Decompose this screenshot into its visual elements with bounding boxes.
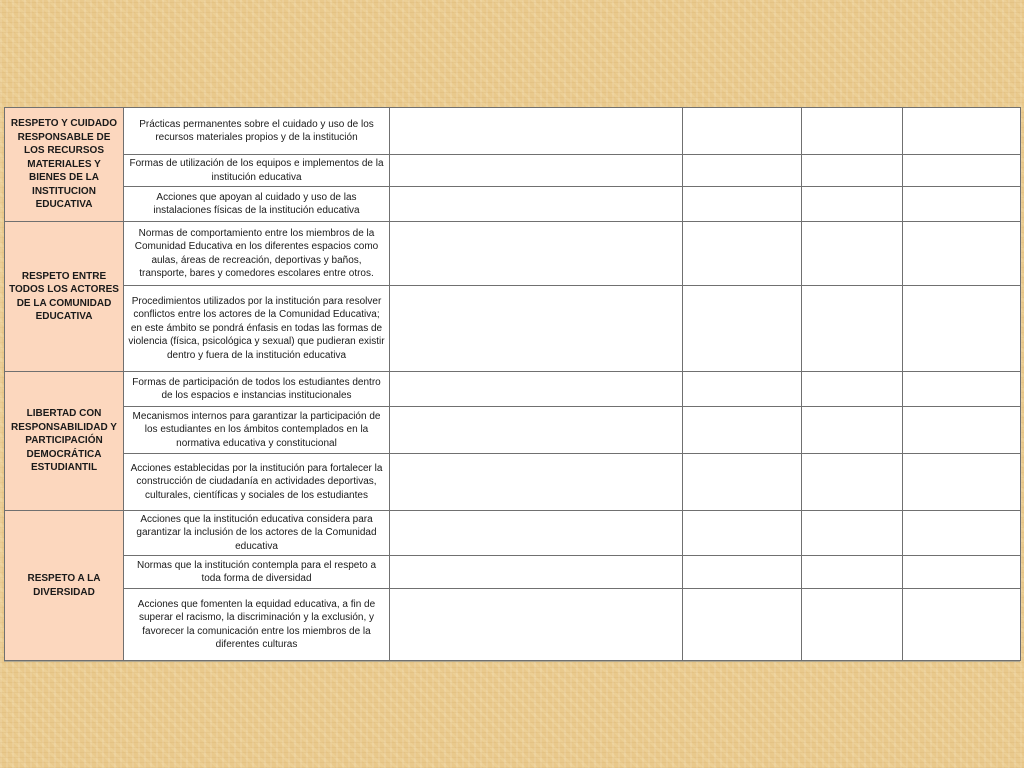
empty-cell[interactable] xyxy=(903,155,1021,187)
empty-cell[interactable] xyxy=(802,372,903,407)
indicator-cell: Acciones que fomenten la equidad educativa, a fin de superar el racismo, la discriminación y la exclusión, y favorecer la comunicación entre los miembros de la diferentes culturas xyxy=(124,589,390,661)
empty-cell[interactable] xyxy=(903,407,1021,454)
empty-cell[interactable] xyxy=(903,222,1021,286)
empty-cell[interactable] xyxy=(390,286,683,372)
empty-cell[interactable] xyxy=(683,454,802,511)
empty-cell[interactable] xyxy=(683,556,802,589)
indicator-cell: Procedimientos utilizados por la institución para resolver conflictos entre los actores de la Comunidad Educativa; en este ámbito se pondrá énfasis en todas las formas de violencia (física, psicológica y sexual) que pudieran existir dentro y fuera de la institución educativa xyxy=(124,286,390,372)
empty-cell[interactable] xyxy=(390,556,683,589)
empty-cell[interactable] xyxy=(802,222,903,286)
evaluation-table-sheet xyxy=(4,107,1020,662)
empty-cell[interactable] xyxy=(683,187,802,222)
empty-cell[interactable] xyxy=(802,407,903,454)
empty-cell[interactable] xyxy=(903,108,1021,155)
empty-cell[interactable] xyxy=(802,286,903,372)
empty-cell[interactable] xyxy=(903,187,1021,222)
indicator-cell: Acciones que apoyan al cuidado y uso de las instalaciones físicas de la institución educativa xyxy=(124,187,390,222)
indicator-cell: Prácticas permanentes sobre el cuidado y uso de los recursos materiales propios y de la institución xyxy=(124,108,390,155)
empty-cell[interactable] xyxy=(683,407,802,454)
table-row xyxy=(5,407,1021,454)
empty-cell[interactable] xyxy=(390,222,683,286)
table-row xyxy=(5,556,1021,589)
category-cell: RESPETO A LA DIVERSIDAD xyxy=(5,511,124,661)
empty-cell[interactable] xyxy=(903,556,1021,589)
empty-cell[interactable] xyxy=(390,155,683,187)
empty-cell[interactable] xyxy=(390,187,683,222)
table-row xyxy=(5,372,1021,407)
indicator-cell: Formas de utilización de los equipos e implementos de la institución educativa xyxy=(124,155,390,187)
empty-cell[interactable] xyxy=(683,155,802,187)
empty-cell[interactable] xyxy=(903,511,1021,556)
table-row xyxy=(5,454,1021,511)
empty-cell[interactable] xyxy=(903,286,1021,372)
empty-cell[interactable] xyxy=(802,511,903,556)
indicator-cell: Acciones que la institución educativa considera para garantizar la inclusión de los actores de la Comunidad educativa xyxy=(124,511,390,556)
table-row xyxy=(5,511,1021,556)
empty-cell[interactable] xyxy=(683,511,802,556)
indicator-cell: Formas de participación de todos los estudiantes dentro de los espacios e instancias institucionales xyxy=(124,372,390,407)
indicator-cell: Normas de comportamiento entre los miembros de la Comunidad Educativa en los diferentes espacios como aulas, áreas de recreación, deportivas y baños, transporte, bares y comedores escolares entre otros. xyxy=(124,222,390,286)
empty-cell[interactable] xyxy=(802,187,903,222)
empty-cell[interactable] xyxy=(903,372,1021,407)
empty-cell[interactable] xyxy=(903,589,1021,661)
empty-cell[interactable] xyxy=(802,155,903,187)
indicator-cell: Mecanismos internos para garantizar la participación de los estudiantes en los ámbitos contemplados en la normativa educativa y constitucional xyxy=(124,407,390,454)
table-row xyxy=(5,589,1021,661)
empty-cell[interactable] xyxy=(390,454,683,511)
empty-cell[interactable] xyxy=(802,556,903,589)
empty-cell[interactable] xyxy=(683,286,802,372)
table-row xyxy=(5,222,1021,286)
indicator-cell: Acciones establecidas por la institución para fortalecer la construcción de ciudadanía en actividades deportivas, culturales, científicas y sociales de los estudiantes xyxy=(124,454,390,511)
category-cell: RESPETO Y CUIDADO RESPONSABLE DE LOS RECURSOS MATERIALES Y BIENES DE LA INSTITUCION EDUCATIVA xyxy=(5,108,124,222)
table-row xyxy=(5,108,1021,155)
empty-cell[interactable] xyxy=(390,372,683,407)
empty-cell[interactable] xyxy=(802,454,903,511)
empty-cell[interactable] xyxy=(683,589,802,661)
indicator-cell: Normas que la institución contempla para el respeto a toda forma de diversidad xyxy=(124,556,390,589)
empty-cell[interactable] xyxy=(683,372,802,407)
category-cell: RESPETO ENTRE TODOS LOS ACTORES DE LA COMUNIDAD EDUCATIVA xyxy=(5,222,124,372)
empty-cell[interactable] xyxy=(903,454,1021,511)
table-row xyxy=(5,286,1021,372)
empty-cell[interactable] xyxy=(802,589,903,661)
category-cell: LIBERTAD CON RESPONSABILIDAD Y PARTICIPACIÓN DEMOCRÁTICA ESTUDIANTIL xyxy=(5,372,124,511)
table-row xyxy=(5,187,1021,222)
empty-cell[interactable] xyxy=(390,511,683,556)
empty-cell[interactable] xyxy=(390,407,683,454)
empty-cell[interactable] xyxy=(390,589,683,661)
empty-cell[interactable] xyxy=(802,108,903,155)
evaluation-table xyxy=(4,107,1021,661)
empty-cell[interactable] xyxy=(683,222,802,286)
empty-cell[interactable] xyxy=(390,108,683,155)
table-row xyxy=(5,155,1021,187)
empty-cell[interactable] xyxy=(683,108,802,155)
